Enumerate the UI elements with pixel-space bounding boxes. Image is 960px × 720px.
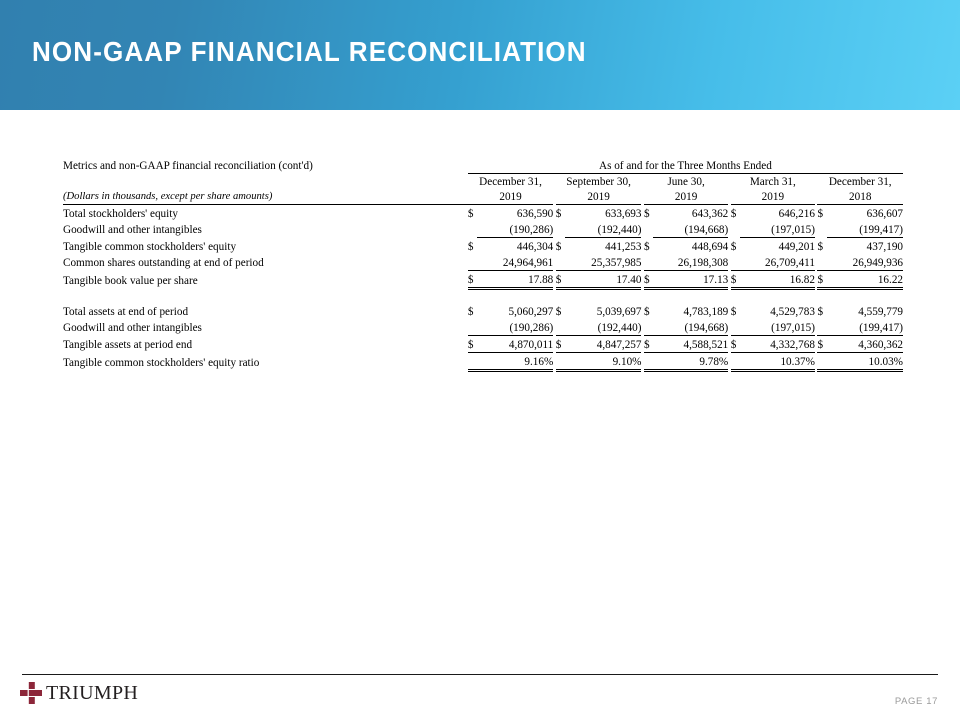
cell-value: 437,190	[866, 240, 903, 253]
row-label: Total assets at end of period	[63, 305, 189, 318]
cell-value: 26,709,411	[740, 254, 815, 271]
col-header-year-1: 2019	[556, 189, 642, 205]
currency-symbol: $	[644, 271, 653, 289]
currency-symbol: $	[817, 207, 824, 220]
cell-value: 643,362	[691, 207, 729, 220]
cell-value: (194,668)	[653, 221, 728, 238]
currency-symbol: $	[556, 336, 565, 353]
currency-symbol: $	[730, 305, 737, 318]
table-row	[63, 238, 903, 255]
page-title: NON-GAAP FINANCIAL RECONCILIATION	[32, 36, 587, 67]
cell-value: 4,360,362	[827, 336, 903, 353]
units-note: (Dollars in thousands, except per share amounts)	[63, 189, 468, 205]
cell-value: 26,198,308	[653, 254, 728, 271]
currency-symbol: $	[730, 207, 737, 220]
cell-value: (192,440)	[565, 221, 641, 238]
table-row	[63, 303, 903, 319]
cell-value: 9.10%	[565, 353, 641, 371]
currency-symbol: $	[817, 271, 826, 289]
col-header-year-0: 2019	[468, 189, 553, 205]
cell-value: 633,693	[605, 207, 642, 220]
cell-value: 4,588,521	[653, 336, 728, 353]
row-label: Goodwill and other intangibles	[63, 224, 202, 237]
cell-value: 636,590	[516, 207, 554, 220]
non-gaap-reconciliation-table	[63, 158, 903, 372]
currency-symbol: $	[730, 240, 737, 253]
col-header-month-4: December 31,	[828, 175, 892, 188]
row-label: Common shares outstanding at end of period	[63, 257, 264, 270]
table-caption: Metrics and non-GAAP financial reconciliation (cont'd)	[63, 160, 313, 173]
currency-symbol: $	[467, 240, 474, 253]
row-label: Total stockholders' equity	[63, 207, 178, 220]
currency-symbol: $	[817, 305, 824, 318]
cell-value: 25,357,985	[565, 254, 641, 271]
cell-value: 9.78%	[653, 353, 728, 371]
triumph-logo	[20, 682, 138, 704]
currency-symbol: $	[468, 336, 477, 353]
block-spacer	[63, 289, 903, 304]
currency-symbol: $	[817, 240, 824, 253]
cell-value: 4,559,779	[858, 305, 903, 318]
cell-value: (194,668)	[653, 319, 728, 336]
currency-symbol: $	[555, 207, 562, 220]
cell-value: 4,870,011	[477, 336, 553, 353]
cell-value: 4,529,783	[770, 305, 815, 318]
cell-value: 4,332,768	[740, 336, 815, 353]
cell-value: 646,216	[778, 207, 815, 220]
table-row	[63, 205, 903, 222]
col-header-month-3: March 31,	[749, 175, 796, 188]
cell-value: (190,286)	[477, 221, 553, 238]
triumph-logo-text: TRIUMPH	[46, 682, 139, 704]
currency-symbol: $	[555, 305, 562, 318]
table-row	[63, 254, 903, 271]
currency-symbol: $	[643, 240, 650, 253]
currency-symbol: $	[731, 271, 740, 289]
cell-value: 26,949,936	[827, 254, 903, 271]
cell-value: (190,286)	[477, 319, 553, 336]
currency-symbol: $	[643, 305, 650, 318]
financial-table-container	[63, 158, 903, 372]
row-label: Tangible book value per share	[63, 275, 198, 288]
triumph-cross-icon	[20, 682, 42, 704]
cell-value: (192,440)	[565, 319, 641, 336]
cell-value: 17.13	[653, 271, 728, 289]
currency-symbol: $	[468, 271, 477, 289]
column-header-month-row	[63, 174, 903, 190]
currency-symbol: $	[817, 336, 826, 353]
cell-value: 446,304	[516, 240, 554, 253]
col-header-year-2: 2019	[644, 189, 728, 205]
currency-symbol: $	[467, 207, 474, 220]
table-row	[63, 353, 903, 371]
cell-value: 5,039,697	[596, 305, 642, 318]
col-header-month-2: June 30,	[667, 175, 705, 188]
page-number: PAGE 17	[894, 696, 938, 707]
cell-value: 4,783,189	[683, 305, 729, 318]
currency-symbol: $	[643, 207, 650, 220]
col-header-year-3: 2019	[731, 189, 815, 205]
cell-value: 10.37%	[740, 353, 815, 371]
cell-value: 16.22	[827, 271, 903, 289]
cell-value: 441,253	[605, 240, 642, 253]
column-header-year-row	[63, 189, 903, 205]
table-row	[63, 319, 903, 336]
cell-value: 10.03%	[827, 353, 903, 371]
cell-value: 4,847,257	[565, 336, 641, 353]
table-row	[63, 271, 903, 289]
footer-divider	[22, 674, 938, 675]
span-header-three-months-ended: As of and for the Three Months Ended	[468, 158, 903, 174]
col-header-month-1: September 30,	[566, 175, 631, 188]
currency-symbol: $	[731, 336, 740, 353]
currency-symbol: $	[644, 336, 653, 353]
row-label: Tangible common stockholders' equity ratio	[63, 357, 260, 370]
cell-value: 636,607	[866, 207, 903, 220]
col-header-year-4: 2018	[817, 189, 903, 205]
cell-value: 16.82	[740, 271, 815, 289]
row-label: Tangible assets at period end	[63, 339, 193, 352]
cell-value: 449,201	[778, 240, 815, 253]
cell-value: 17.88	[477, 271, 553, 289]
cell-value: 448,694	[691, 240, 729, 253]
col-header-month-0: December 31,	[479, 175, 542, 188]
cell-value: (197,015)	[740, 319, 815, 336]
currency-symbol: $	[556, 271, 565, 289]
cell-value: (197,015)	[740, 221, 815, 238]
cell-value: 17.40	[565, 271, 641, 289]
table-row	[63, 221, 903, 238]
slide-header-band	[0, 0, 960, 110]
currency-symbol: $	[555, 240, 562, 253]
cell-value: 9.16%	[477, 353, 553, 371]
cell-value: (199,417)	[827, 319, 903, 336]
table-row	[63, 336, 903, 353]
cell-value: (199,417)	[827, 221, 903, 238]
currency-symbol: $	[467, 305, 474, 318]
cell-value: 24,964,961	[477, 254, 553, 271]
row-label: Goodwill and other intangibles	[63, 322, 202, 335]
table-caption-row	[63, 158, 903, 174]
row-label: Tangible common stockholders' equity	[63, 240, 237, 253]
cell-value: 5,060,297	[508, 305, 554, 318]
